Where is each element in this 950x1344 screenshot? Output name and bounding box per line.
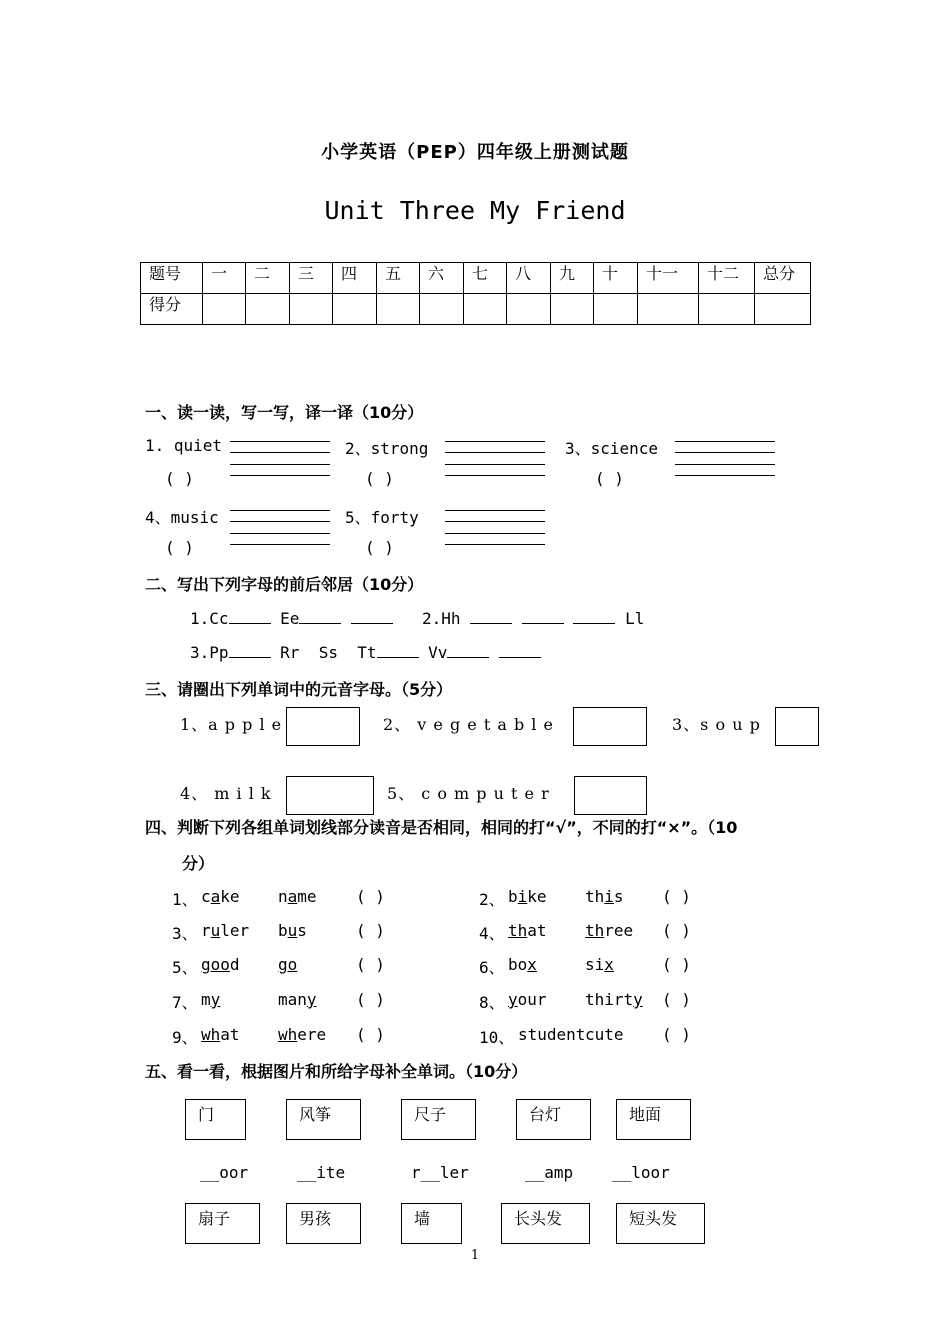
- picture-box-long-hair: 长头发: [501, 1203, 590, 1244]
- letter-pair: Ee: [280, 609, 300, 628]
- answer-blank[interactable]: [229, 609, 271, 624]
- word-part: at: [220, 1025, 240, 1044]
- s3-answer-box[interactable]: [286, 707, 360, 746]
- s4-word: [278, 955, 297, 974]
- s4-answer-paren[interactable]: ( ): [356, 955, 385, 974]
- word-part: ere: [297, 1025, 327, 1044]
- score-input-cell[interactable]: [464, 294, 507, 325]
- word-part: s: [613, 887, 624, 906]
- s4-item-number: 10、: [479, 1028, 515, 1047]
- s2-row-1: [190, 609, 644, 628]
- section-1-heading: 一、读一读，写一写，译一译（10分）: [145, 403, 424, 422]
- score-header-cell: 三: [290, 263, 333, 294]
- s4-item-number: 4、: [479, 924, 505, 943]
- s4-word: [278, 1025, 326, 1044]
- score-input-cell[interactable]: [551, 294, 594, 325]
- section-4-heading-cont: 分）: [182, 854, 215, 873]
- underlined-part: goo: [201, 955, 230, 974]
- s1-translation-paren[interactable]: ( ): [365, 538, 394, 557]
- underlined-part: i: [517, 887, 528, 906]
- letter-pair: 3.Pp: [190, 643, 229, 662]
- s4-answer-paren[interactable]: ( ): [356, 887, 385, 906]
- score-table-score-row: [141, 294, 811, 325]
- section-4-heading: 四、判断下列各组单词划线部分读音是否相同，相同的打“√”，不同的打“×”。（10: [145, 818, 738, 837]
- s5-word-1[interactable]: __oor: [200, 1163, 249, 1182]
- s3-word-4: 4、 m i l k: [180, 784, 272, 803]
- s4-item-number: 8、: [479, 993, 505, 1012]
- score-input-cell[interactable]: [203, 294, 246, 325]
- picture-box-door: 门: [185, 1099, 246, 1140]
- s1-translation-paren[interactable]: ( ): [365, 469, 394, 488]
- picture-box-ruler: 尺子: [401, 1099, 476, 1140]
- score-input-cell[interactable]: [246, 294, 290, 325]
- underlined-part: u: [210, 921, 221, 940]
- s4-word: [201, 887, 240, 906]
- underlined-part: a: [287, 887, 298, 906]
- underlined-part: wh: [278, 1025, 298, 1044]
- word-part: thirt: [585, 990, 634, 1009]
- word-part: d: [229, 955, 240, 974]
- word-part: man: [278, 990, 307, 1009]
- underlined-part: x: [527, 955, 537, 974]
- s4-word: [585, 1025, 624, 1044]
- letter-pair: 2.Hh: [421, 609, 461, 628]
- s3-word-3: 3、s o u p: [672, 715, 761, 734]
- word-part: at: [527, 921, 547, 940]
- word-part: student: [518, 1025, 586, 1044]
- score-header-cell: 一: [203, 263, 246, 294]
- word-part: r: [201, 921, 211, 940]
- underlined-part: y: [210, 990, 221, 1009]
- section-3-heading: 三、请圈出下列单词中的元音字母。（5分）: [145, 680, 453, 699]
- score-input-cell[interactable]: [377, 294, 420, 325]
- s1-word-1: 1. quiet: [145, 436, 223, 455]
- word-part: n: [278, 887, 288, 906]
- s3-answer-box[interactable]: [574, 776, 647, 815]
- s4-word: [508, 887, 547, 906]
- s3-answer-box[interactable]: [775, 707, 819, 746]
- answer-blank[interactable]: [299, 609, 341, 624]
- score-input-cell[interactable]: [594, 294, 638, 325]
- s1-word-3: 3、science: [565, 439, 659, 458]
- s5-word-2[interactable]: __ite: [297, 1163, 346, 1182]
- word-part: b: [508, 887, 518, 906]
- underlined-part: y: [633, 990, 643, 1009]
- unit-title: Unit Three My Friend: [324, 196, 626, 225]
- section-5-heading: 五、看一看，根据图片和所给字母补全单词。（10分）: [145, 1062, 528, 1081]
- underlined-part: i: [604, 887, 614, 906]
- word-part: th: [585, 887, 605, 906]
- s1-word-2: 2、strong: [345, 439, 429, 458]
- s2-row-2: [190, 643, 541, 662]
- underlined-part: go: [278, 955, 298, 974]
- score-input-cell[interactable]: [755, 294, 811, 325]
- word-part: ree: [604, 921, 634, 940]
- score-header-cell: 二: [246, 263, 290, 294]
- letter-pair: Rr: [280, 643, 300, 662]
- score-header-cell: 题号: [141, 263, 203, 294]
- s4-word: [278, 990, 317, 1009]
- answer-blank[interactable]: [499, 643, 541, 658]
- s4-word: [585, 887, 624, 906]
- s4-answer-paren[interactable]: ( ): [662, 990, 691, 1009]
- word-part: si: [585, 955, 605, 974]
- score-header-cell: 十: [594, 263, 638, 294]
- score-row-label: 得分: [141, 294, 203, 325]
- letter-pair: 1.Cc: [190, 609, 229, 628]
- s4-item-number: 7、: [172, 993, 198, 1012]
- s4-word: [201, 955, 240, 974]
- s4-word: [585, 955, 614, 974]
- s3-answer-box[interactable]: [573, 707, 647, 746]
- section-2-heading: 二、写出下列字母的前后邻居（10分）: [145, 575, 424, 594]
- word-part: me: [297, 887, 317, 906]
- answer-blank[interactable]: [447, 643, 489, 658]
- s4-word: [201, 1025, 240, 1044]
- s4-answer-paren[interactable]: ( ): [356, 1025, 385, 1044]
- s4-answer-paren[interactable]: ( ): [662, 887, 691, 906]
- word-part: c: [201, 887, 211, 906]
- s3-word-5: 5、 c o m p u t e r: [387, 784, 550, 803]
- picture-box-kite: 风筝: [286, 1099, 361, 1140]
- word-part: ke: [220, 887, 240, 906]
- s4-answer-paren[interactable]: ( ): [356, 921, 385, 940]
- s4-answer-paren[interactable]: ( ): [662, 955, 691, 974]
- s4-word: [518, 1025, 585, 1044]
- underlined-part: a: [210, 887, 221, 906]
- underlined-part: y: [306, 990, 317, 1009]
- letter-pair: Ll: [625, 609, 645, 628]
- s1-translation-paren[interactable]: ( ): [165, 538, 194, 557]
- s1-word-4: 4、music: [145, 508, 219, 527]
- picture-box-boy: 男孩: [286, 1203, 361, 1244]
- s4-answer-paren[interactable]: ( ): [356, 990, 385, 1009]
- underlined-part: wh: [201, 1025, 221, 1044]
- score-input-cell[interactable]: [333, 294, 377, 325]
- s4-word: [508, 921, 547, 940]
- score-header-cell: 八: [507, 263, 551, 294]
- s4-item-number: 3、: [172, 924, 198, 943]
- s4-word: [278, 887, 317, 906]
- s3-answer-box[interactable]: [286, 776, 374, 815]
- underlined-part: x: [604, 955, 614, 974]
- s4-word: [585, 990, 643, 1009]
- score-header-cell: 六: [420, 263, 464, 294]
- score-table-header-row: [141, 263, 811, 294]
- word-part: m: [201, 990, 211, 1009]
- s3-word-1: 1、a p p l e: [180, 715, 283, 734]
- score-input-cell[interactable]: [290, 294, 333, 325]
- score-header-cell: 十一: [638, 263, 699, 294]
- s4-word: [278, 921, 307, 940]
- page-number: 1: [470, 1248, 480, 1263]
- word-part: bo: [508, 955, 528, 974]
- answer-blank[interactable]: [573, 609, 615, 624]
- score-header-cell: 四: [333, 263, 377, 294]
- page-title: 小学英语（PEP）四年级上册测试题: [321, 142, 629, 163]
- s4-item-number: 9、: [172, 1028, 198, 1047]
- s1-translation-paren[interactable]: ( ): [165, 469, 194, 488]
- letter-pair: Ss: [318, 643, 338, 662]
- picture-box-fan: 扇子: [185, 1203, 260, 1244]
- underlined-part: u: [287, 921, 298, 940]
- word-part: b: [278, 921, 288, 940]
- score-header-cell: 总分: [755, 263, 811, 294]
- word-part: ke: [527, 887, 547, 906]
- s5-word-5[interactable]: __loor: [612, 1163, 670, 1182]
- s4-word: [508, 955, 537, 974]
- score-input-cell[interactable]: [638, 294, 699, 325]
- score-input-cell[interactable]: [699, 294, 755, 325]
- s4-word: [201, 921, 249, 940]
- word-part: our: [517, 990, 547, 1009]
- word-part: s: [297, 921, 307, 940]
- s4-word: [201, 990, 220, 1009]
- s4-word: [508, 990, 547, 1009]
- score-header-cell: 九: [551, 263, 594, 294]
- answer-blank[interactable]: [377, 643, 419, 658]
- s4-answer-paren[interactable]: ( ): [662, 921, 691, 940]
- word-part: ler: [220, 921, 250, 940]
- score-input-cell[interactable]: [507, 294, 551, 325]
- score-input-cell[interactable]: [420, 294, 464, 325]
- s5-word-3[interactable]: r__ler: [411, 1163, 469, 1182]
- picture-box-wall: 墙: [401, 1203, 462, 1244]
- s1-translation-paren[interactable]: ( ): [595, 469, 624, 488]
- score-header-cell: 十二: [699, 263, 755, 294]
- s4-item-number: 6、: [479, 958, 505, 977]
- answer-blank[interactable]: [522, 609, 564, 624]
- answer-blank[interactable]: [229, 643, 271, 658]
- s1-word-5: 5、forty: [345, 508, 419, 527]
- s4-item-number: 5、: [172, 958, 198, 977]
- underlined-part: th: [508, 921, 528, 940]
- underlined-part: y: [508, 990, 518, 1009]
- picture-box-lamp: 台灯: [516, 1099, 591, 1140]
- score-header-cell: 五: [377, 263, 420, 294]
- s3-word-2: 2、 v e g e t a b l e: [383, 715, 554, 734]
- score-table: [140, 262, 811, 325]
- picture-box-short-hair: 短头发: [616, 1203, 705, 1244]
- s4-item-number: 1、: [172, 890, 198, 909]
- score-header-cell: 七: [464, 263, 507, 294]
- answer-blank[interactable]: [351, 609, 393, 624]
- underlined-part: th: [585, 921, 605, 940]
- picture-box-floor: 地面: [616, 1099, 691, 1140]
- answer-blank[interactable]: [470, 609, 512, 624]
- s4-item-number: 2、: [479, 890, 505, 909]
- letter-pair: Tt: [357, 643, 377, 662]
- s5-word-4[interactable]: __amp: [525, 1163, 574, 1182]
- s4-word: [585, 921, 633, 940]
- letter-pair: Vv: [428, 643, 448, 662]
- word-part: cute: [585, 1025, 624, 1044]
- s4-answer-paren[interactable]: ( ): [662, 1025, 691, 1044]
